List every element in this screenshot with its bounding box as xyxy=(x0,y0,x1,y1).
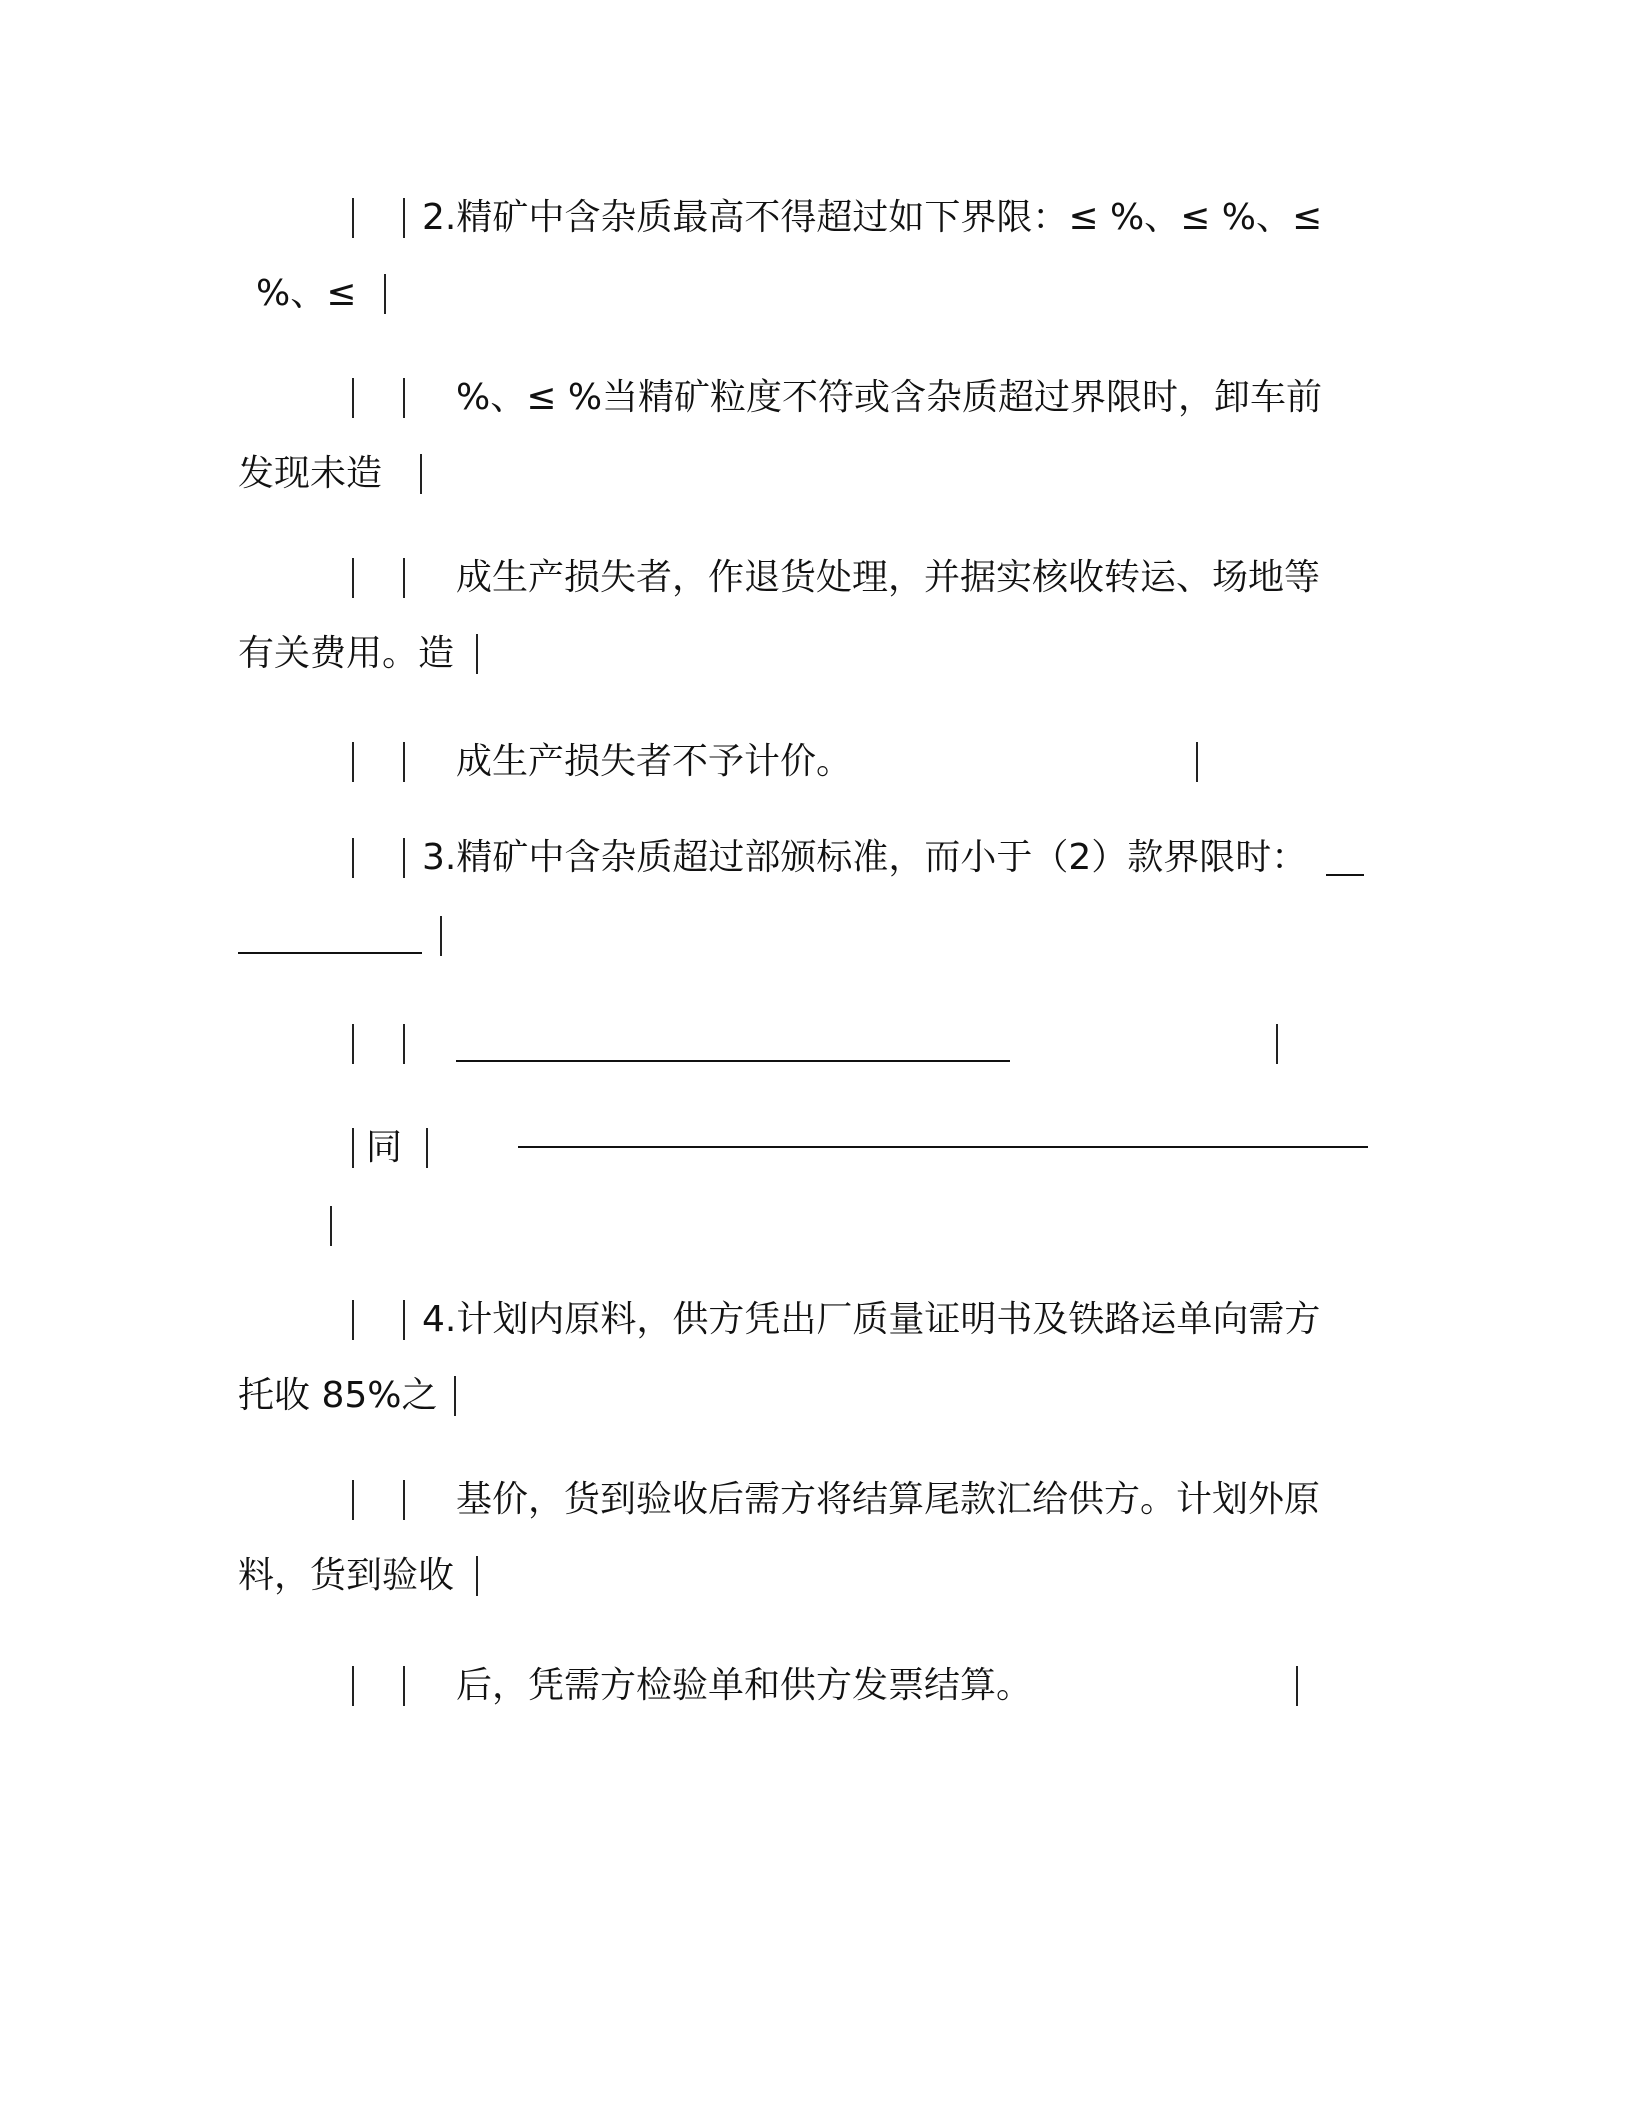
clause-2-line-2-cont: 发现未造 xyxy=(238,453,383,494)
table-border xyxy=(476,634,478,674)
table-border xyxy=(403,838,405,878)
table-border xyxy=(420,454,422,494)
table-border xyxy=(440,916,442,956)
table-border xyxy=(352,1128,354,1168)
table-border xyxy=(352,378,354,418)
table-border xyxy=(403,1480,405,1520)
clause-4-line-2: 基价，货到验收后需方将结算尾款汇给供方。计划外原 xyxy=(456,1479,1321,1520)
clause-3-line-1: 3.精矿中含杂质超过部颁标准，而小于（2）款界限时： xyxy=(422,837,1308,878)
clause-4-line-3: 后，凭需方检验单和供方发票结算。 xyxy=(456,1665,1033,1706)
table-border xyxy=(384,274,386,314)
blank-underline xyxy=(518,1146,1368,1148)
table-border xyxy=(403,378,405,418)
table-border xyxy=(352,1300,354,1340)
clause-2-line-3: 成生产损失者，作退货处理，并据实核收转运、场地等 xyxy=(456,557,1321,598)
table-border xyxy=(476,1556,478,1596)
clause-2-line-4: 成生产损失者不予计价。 xyxy=(456,741,853,782)
clause-2-line-2: %、≤ %当精矿粒度不符或含杂质超过界限时，卸车前 xyxy=(456,377,1323,418)
table-border xyxy=(352,1666,354,1706)
table-border xyxy=(454,1376,456,1416)
table-border xyxy=(1196,742,1198,782)
clause-4-line-1: 4.计划内原料，供方凭出厂质量证明书及铁路运单向需方 xyxy=(422,1299,1321,1340)
clause-4-line-1-cont: 托收 85%之 xyxy=(238,1375,438,1416)
table-border xyxy=(403,1666,405,1706)
clause-4-line-2-cont: 料，货到验收 xyxy=(238,1555,455,1596)
table-border xyxy=(403,742,405,782)
clause-2-line-3-cont: 有关费用。造 xyxy=(238,633,455,674)
table-border xyxy=(352,1024,354,1064)
table-border xyxy=(426,1128,428,1168)
clause-2-line-1: 2.精矿中含杂质最高不得超过如下界限：≤ %、≤ %、≤ xyxy=(422,197,1323,238)
table-border xyxy=(403,1024,405,1064)
blank-underline xyxy=(1326,874,1364,876)
table-border xyxy=(352,558,354,598)
table-border xyxy=(403,558,405,598)
clause-2-line-1-cont: %、≤ xyxy=(256,273,357,314)
table-border xyxy=(403,1300,405,1340)
table-border xyxy=(352,198,354,238)
blank-underline xyxy=(238,952,422,954)
table-border xyxy=(1296,1666,1298,1706)
clause-label-tong: 同 xyxy=(366,1127,403,1168)
table-border xyxy=(352,742,354,782)
table-border xyxy=(352,1480,354,1520)
table-border xyxy=(403,198,405,238)
blank-underline xyxy=(456,1060,1010,1062)
table-border xyxy=(330,1206,332,1246)
table-border xyxy=(352,838,354,878)
table-border xyxy=(1276,1024,1278,1064)
